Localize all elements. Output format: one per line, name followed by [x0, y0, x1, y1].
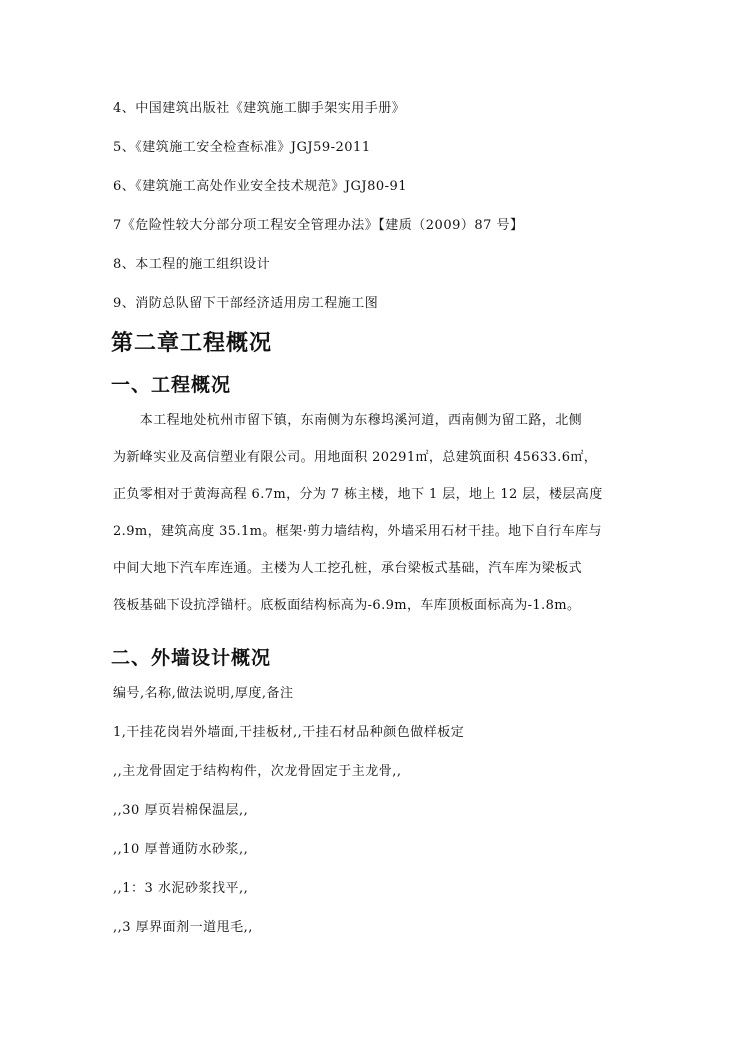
wall-table-row: ,,10 厚普通防水砂浆,,	[113, 842, 249, 857]
reference-item-4: 4、中国建筑出版社《建筑施工脚手架实用手册》	[113, 101, 406, 116]
wall-table-row: ,,主龙骨固定于结构构件，次龙骨固定于主龙骨,,	[113, 764, 402, 779]
section-title-exterior-wall: 二、外墙设计概况	[111, 647, 272, 669]
section-title-overview: 一、工程概况	[111, 374, 232, 396]
wall-table-row: ,,30 厚页岩棉保温层,,	[113, 803, 249, 818]
paragraph-line: 正负零相对于黄海高程 6.7m，分为 7 栋主楼，地下 1 层，地上 12 层，楼层高度	[113, 487, 603, 502]
paragraph-line: 本工程地处杭州市留下镇，东南侧为东穆坞溪河道，西南侧为留工路，北侧	[113, 413, 583, 428]
paragraph-line: 2.9m，建筑高度 35.1m。框架·剪力墙结构，外墙采用石材干挂。地下自行车库与	[113, 524, 602, 539]
paragraph-line: 筏板基础下设抗浮锚杆。底板面结构标高为-6.9m，车库顶板面标高为-1.8m。	[113, 598, 581, 613]
paragraph-line: 中间大地下汽车库连通。主楼为人工挖孔桩，承台梁板式基础，汽车库为梁板式	[113, 561, 583, 576]
reference-item-8: 8、本工程的施工组织设计	[113, 257, 271, 272]
reference-item-7: 7《危险性较大分部分项工程安全管理办法》【建质（2009）87 号】	[113, 218, 524, 233]
chapter-title: 第二章工程概况	[111, 331, 273, 356]
reference-item-9: 9、消防总队留下干部经济适用房工程施工图	[113, 296, 379, 311]
wall-table-row: ,,1：3 水泥砂浆找平,,	[113, 881, 249, 896]
wall-table-row: ,,3 厚界面剂一道甩毛,,	[113, 920, 253, 935]
wall-table-row: 1,干挂花岗岩外墙面,干挂板材,,干挂石材品种颜色做样板定	[113, 725, 465, 740]
overview-paragraph	[113, 412, 633, 634]
paragraph-line: 为新峰实业及高信塑业有限公司。用地面积 20291㎡，总建筑面积 45633.6㎡，	[113, 450, 598, 465]
reference-item-6: 6、《建筑施工高处作业安全技术规范》JGJ80-91	[113, 179, 408, 194]
reference-item-5: 5、《建筑施工安全检查标准》JGJ59-2011	[113, 140, 371, 155]
wall-table-header: 编号,名称,做法说明,厚度,备注	[113, 686, 294, 701]
